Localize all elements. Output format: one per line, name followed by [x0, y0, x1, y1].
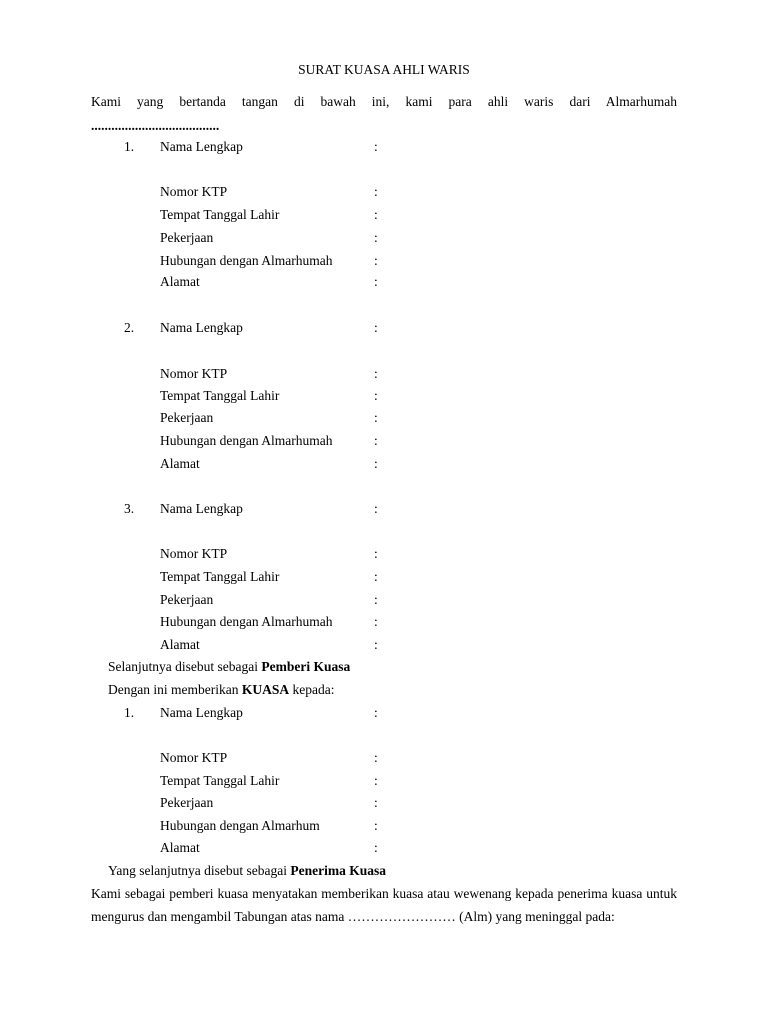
heir-1-name-label: Nama Lengkap: [160, 139, 243, 154]
heir-1-job-colon: :: [374, 230, 378, 245]
grantee-address-colon: :: [374, 840, 378, 855]
grantee-number: 1.: [124, 705, 135, 720]
grantee-address-label: Alamat: [160, 840, 200, 855]
heir-3-job-label: Pekerjaan: [160, 592, 214, 607]
heir-1-number: 1.: [124, 139, 135, 154]
closing-paragraph: Kami sebagai pemberi kuasa menyatakan memberikan kuasa atau wewenang kepada penerima kuasa untuk mengurus dan mengambil Tabungan atas nama …………………… (Alm) yang meninggal pada:: [91, 886, 677, 924]
heir-3-ttl-label: Tempat Tanggal Lahir: [160, 569, 280, 584]
heir-1-job-label: Pekerjaan: [160, 230, 214, 245]
grantee-ttl-label: Tempat Tanggal Lahir: [160, 773, 280, 788]
grantee-ttl-colon: :: [374, 773, 378, 788]
grantee-relation-colon: :: [374, 818, 378, 833]
heir-3-ktp-label: Nomor KTP: [160, 546, 228, 561]
grantee-term: Penerima Kuasa: [290, 863, 386, 878]
heir-3-name-colon: :: [374, 501, 378, 516]
heir-2-relation-colon: :: [374, 433, 378, 448]
heir-3-job-colon: :: [374, 592, 378, 607]
heir-1-address-colon: :: [374, 274, 378, 289]
heir-1-relation-label: Hubungan dengan Almarhumah: [160, 253, 333, 268]
heir-1-ktp-colon: :: [374, 184, 378, 199]
power-statement: Dengan ini memberikan KUASA kepada:: [108, 682, 335, 697]
heir-3-name-label: Nama Lengkap: [160, 501, 243, 516]
heir-1-ktp-label: Nomor KTP: [160, 184, 228, 199]
heir-2-job-label: Pekerjaan: [160, 410, 214, 425]
heir-1-ttl-label: Tempat Tanggal Lahir: [160, 207, 280, 222]
heir-2-ttl-colon: :: [374, 388, 378, 403]
heir-3-ktp-colon: :: [374, 546, 378, 561]
heir-2-number: 2.: [124, 320, 135, 335]
heir-2-ttl-label: Tempat Tanggal Lahir: [160, 388, 280, 403]
intro-name-blank: ......................................: [91, 118, 220, 133]
heir-3-relation-label: Hubungan dengan Almarhumah: [160, 614, 333, 629]
grantee-relation-label: Hubungan dengan Almarhum: [160, 818, 320, 833]
heir-1-name-colon: :: [374, 139, 378, 154]
grantee-name-colon: :: [374, 705, 378, 720]
power-term: KUASA: [241, 682, 290, 697]
grantee-ktp-colon: :: [374, 750, 378, 765]
grantee-name-label: Nama Lengkap: [160, 705, 243, 720]
grantee-statement: Yang selanjutnya disebut sebagai Penerima Kuasa: [108, 863, 386, 878]
heir-3-address-label: Alamat: [160, 637, 200, 652]
heir-3-ttl-colon: :: [374, 569, 378, 584]
heir-2-relation-label: Hubungan dengan Almarhumah: [160, 433, 333, 448]
document-title: SURAT KUASA AHLI WARIS: [298, 62, 470, 77]
heir-2-ktp-colon: :: [374, 366, 378, 381]
grantor-term: Pemberi Kuasa: [261, 659, 351, 674]
grantee-job-label: Pekerjaan: [160, 795, 214, 810]
heir-2-ktp-label: Nomor KTP: [160, 366, 228, 381]
heir-3-relation-colon: :: [374, 614, 378, 629]
grantee-ktp-label: Nomor KTP: [160, 750, 228, 765]
heir-2-address-colon: :: [374, 456, 378, 471]
heir-1-ttl-colon: :: [374, 207, 378, 222]
heir-2-name-label: Nama Lengkap: [160, 320, 243, 335]
heir-3-address-colon: :: [374, 637, 378, 652]
heir-1-address-label: Alamat: [160, 274, 200, 289]
heir-3-number: 3.: [124, 501, 135, 516]
grantor-statement: Selanjutnya disebut sebagai Pemberi Kuasa: [108, 659, 351, 674]
heir-1-relation-colon: :: [374, 253, 378, 268]
heir-2-name-colon: :: [374, 320, 378, 335]
grantee-job-colon: :: [374, 795, 378, 810]
heir-2-address-label: Alamat: [160, 456, 200, 471]
heir-2-job-colon: :: [374, 410, 378, 425]
intro-line: Kami yang bertanda tangan di bawah ini, kami para ahli waris dari Almarhumah: [91, 94, 677, 109]
